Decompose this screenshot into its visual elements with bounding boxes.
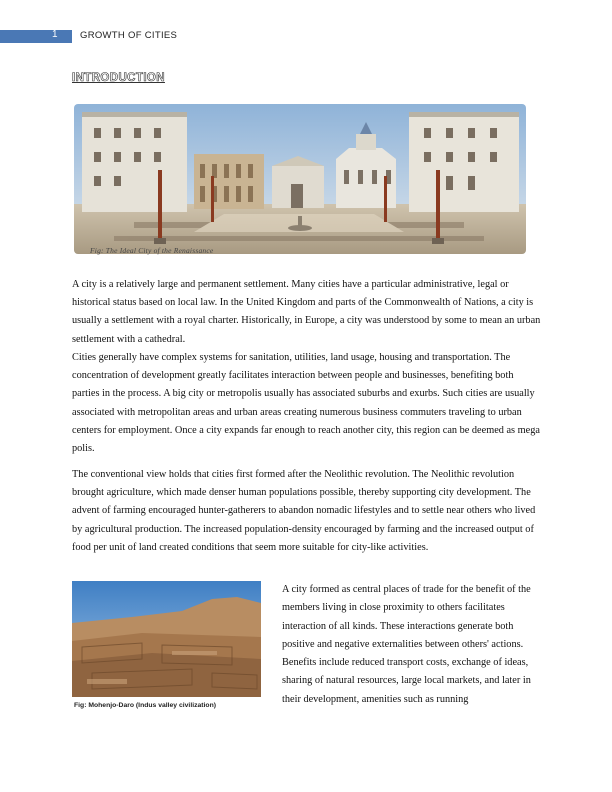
paragraph-trade-centers: A city formed as central places of trade for the benefit of the members living in close proximity to others facilitates interaction of all kinds. These interactions generate both positive and negative externalities between others' actions. Benefits include reduced transport costs, exchange of ideas, sharing of natural resources, large local markets, and later in their development, amenities such as running — [282, 584, 531, 705]
paragraph-neolithic: The conventional view holds that cities first formed after the Neolithic revolution. The Neolithic revolution brought agriculture, which made denser human populations possible, thereby supporting city development. The advent of farming encouraged hunter-gatherers to abandon nomadic lifestyles and to settle near others who lived by agricultural production. The increased population-density encouraged by farming and the increased output of food per unit of land created conditions that seem more suitable for city-like activities. — [72, 469, 536, 553]
header-accent-bar — [0, 30, 72, 43]
page-number: 1 — [52, 29, 58, 40]
running-header-title: GROWTH OF CITIES — [80, 30, 178, 41]
ideal-city-painting — [74, 104, 526, 254]
section-heading: INTRODUCTION — [72, 72, 165, 84]
hero-image-caption: Fig: The Ideal City of the Renaissance — [90, 246, 214, 255]
photo-caption: Fig: Mohenjo-Daro (Indus valley civilization) — [74, 702, 216, 709]
paragraph-city-definition: A city is a relatively large and permanent settlement. Many cities have a particular administrative, legal or historical status based on local law. In the United Kingdom and parts of the Commonwealth of Nations, a city is usually a settlement with a royal charter. Historically, in Europe, a city was understood by some to mean an urban settlement with a cathedral. — [72, 279, 541, 345]
paragraph-city-systems: Cities generally have complex systems for sanitation, utilities, land usage, housing and transportation. The concentration of development greatly facilitates interaction between people and businesses, benefiting both parties in the process. A big city or metropolis usually has associated suburbs and exurbs. Such cities are usually associated with metropolitan areas and urban areas creating numerous business commuters traveling to urban centers for employment. Once a city expands far enough to reach another city, this region can be deemed as mega polis. — [72, 352, 540, 455]
mohenjo-daro-photo — [72, 581, 261, 697]
